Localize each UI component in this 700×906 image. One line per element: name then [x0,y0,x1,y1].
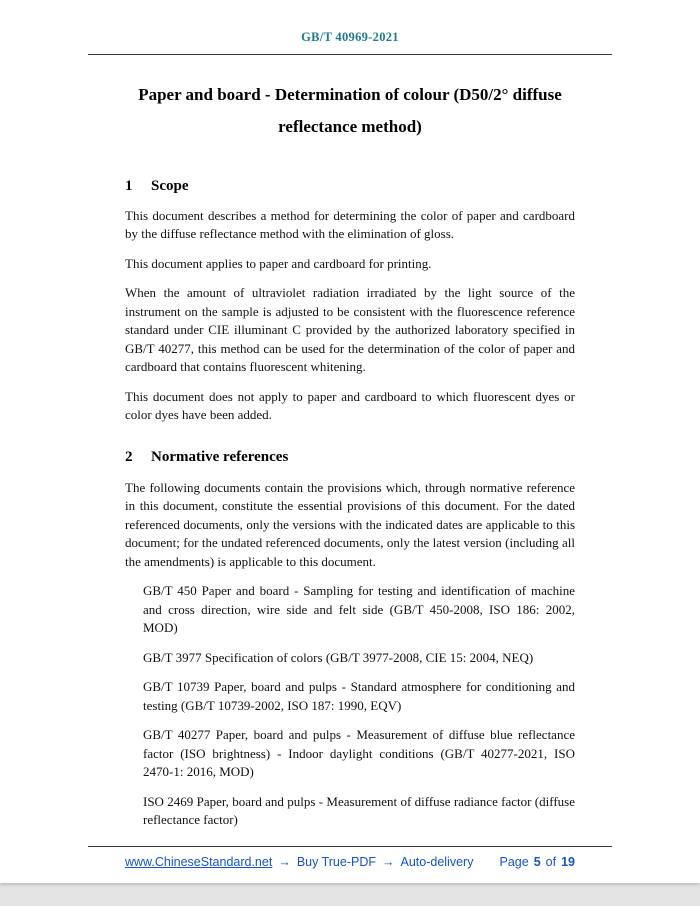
footer-row [0,855,700,869]
page-footer [0,846,700,869]
scope-paragraph-3: When the amount of ultraviolet radiation irradiated by the light source of the instrument on the sample is adjusted to be consistent with the fluorescence reference standard under CIE illuminant C provided by the authorized laboratory specified in GB/T 40277, this method can be used for the determination of the color of paper and cardboard that contains fluorescent whitening. [125,285,575,375]
of-word: of [545,855,557,869]
page-word: Page [499,855,529,869]
reference-item-1: GB/T 450 Paper and board - Sampling for testing and identification of machine and cross direction, wire side and felt side (GB/T 450-2008, ISO 186: 2002, MOD) [143,583,575,636]
scope-paragraph-1: This document describes a method for determining the color of paper and cardboard by the diffuse reflectance method with the elimination of gloss. [125,207,575,242]
chinesestandard-link[interactable]: www.ChineseStandard.net [125,855,273,869]
total-page-number: 19 [561,855,575,869]
reference-item-2: GB/T 3977 Specification of colors (GB/T 3977-2008, CIE 15: 2004, NEQ) [143,649,534,665]
section-number: 2 [125,448,133,465]
arrow-icon: → [382,855,395,869]
reference-item-5: ISO 2469 Paper, board and pulps - Measurement of diffuse radiance factor (diffuse reflectance factor) [143,793,575,828]
section-heading-normative-references [125,447,575,467]
title-line-1: Paper and board - Determination of colour (D50/2° diffuse [138,85,562,104]
footer-link-group [125,855,473,869]
auto-delivery-label: Auto-delivery [400,855,474,869]
page-content [0,176,700,830]
page-indicator [500,855,576,869]
arrow-icon: → [278,855,291,869]
section-heading-scope [125,176,575,196]
scope-paragraph-2: This document applies to paper and cardboard for printing. [125,255,432,271]
normative-intro-paragraph: The following documents contain the provisions which, through normative reference in this document, constitute the essential provisions of this document. For the dated referenced documents, only the versions with the indicated dates are applicable to this document; for the undated referenced documents, only the latest version (including all the amendments) is applicable to this document. [125,479,575,569]
footer-rule [88,846,612,847]
reference-item-3: GB/T 10739 Paper, board and pulps - Standard atmosphere for conditioning and testing (GB/T 10739-2002, ISO 187: 1990, EQV) [143,679,575,713]
document-title [55,79,645,144]
section-label: Normative references [151,448,289,465]
title-line-2: reflectance method) [278,117,422,137]
reference-item-4: GB/T 40277 Paper, board and pulps - Measurement of diffuse blue reflectance factor (ISO brightness) - Indoor daylight conditions (GB/T 40277-2021, ISO 2470-1: 2016, MOD) [143,727,575,780]
scope-paragraph-4: This document does not apply to paper and cardboard to which fluorescent dyes or color dyes have been added. [125,388,575,423]
header-rule [88,54,612,55]
section-label: Scope [151,177,189,194]
buy-true-pdf-label: Buy True-PDF [296,855,376,869]
standard-code: GB/T 40969-2021 [301,30,399,44]
section-number: 1 [125,177,133,194]
current-page-number: 5 [533,855,541,869]
